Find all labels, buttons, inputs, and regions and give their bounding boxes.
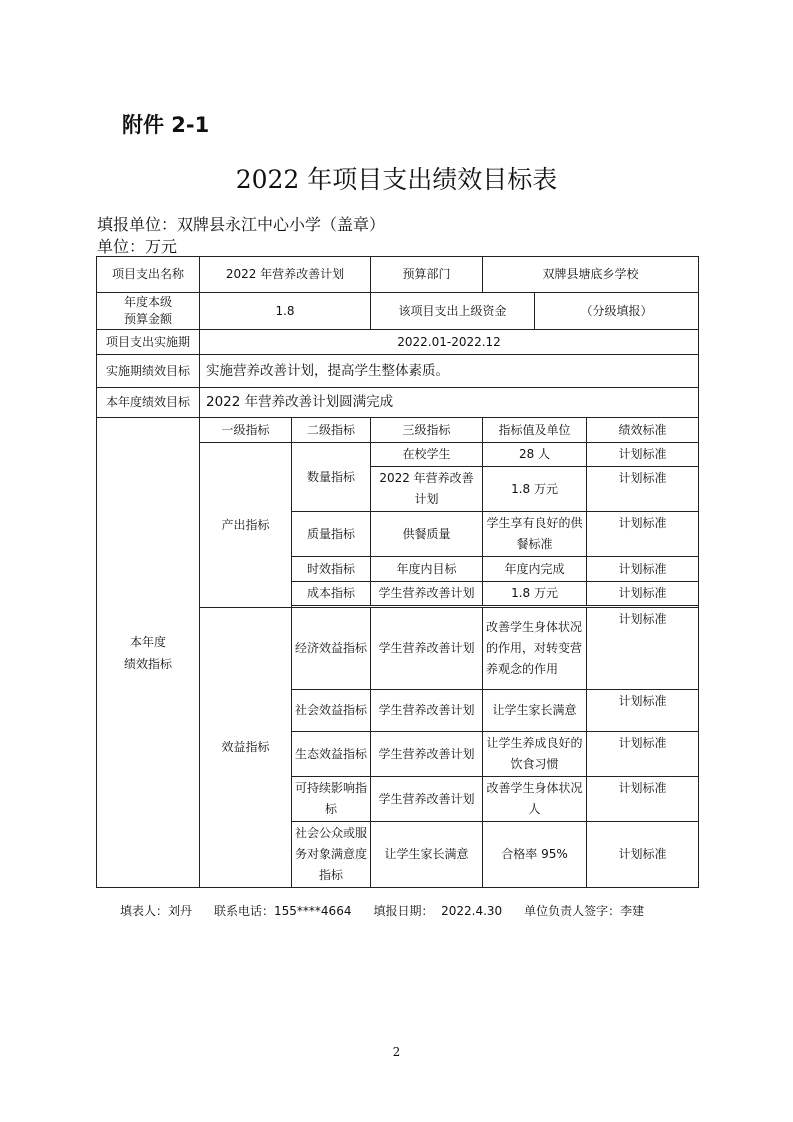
table-row <box>97 330 699 355</box>
cell: 计划标准 <box>587 608 699 690</box>
fill-date: 填报日期： 2022.4.30 <box>373 904 503 918</box>
signature: 单位负责人签字：李建 <box>524 904 645 918</box>
cell: 学生营养改善计划 <box>371 690 483 732</box>
filler: 填表人：刘丹 <box>120 904 193 918</box>
cell: 年度内完成 <box>483 557 587 582</box>
cell: 让学生养成良好的饮食习惯 <box>483 732 587 777</box>
cell: 年度本级 预算金额 <box>97 293 200 330</box>
footer <box>120 902 666 919</box>
cell: 2022 年营养改善计划 <box>371 467 483 512</box>
cell: 计划标准 <box>587 512 699 557</box>
cell: 生态效益指标 <box>292 732 371 777</box>
cell: 经济效益指标 <box>292 608 371 690</box>
attachment-label: 附件 2-1 <box>122 113 210 137</box>
cell: 合格率 95% <box>483 822 587 888</box>
header-cell: 一级指标 <box>200 418 292 443</box>
output-indicator-label: 产出指标 <box>200 443 292 608</box>
table-row <box>97 257 699 293</box>
cell: 改善学生身体状况的作用，对转变营养观念的作用 <box>483 608 587 690</box>
header-cell: 绩效标准 <box>587 418 699 443</box>
cell: 让学生家长满意 <box>371 822 483 888</box>
page-title: 2022 年项目支出绩效目标表 <box>235 165 558 194</box>
cell: 计划标准 <box>587 582 699 606</box>
phone: 联系电话：155****4664 <box>214 904 352 918</box>
table-row <box>97 418 699 443</box>
header-cell: 指标值及单位 <box>483 418 587 443</box>
cell: 该项目支出上级资金 <box>371 293 535 330</box>
cell: 让学生家长满意 <box>483 690 587 732</box>
cell: 社会公众或服务对象满意度指标 <box>292 822 371 888</box>
cell: 计划标准 <box>587 690 699 732</box>
header-cell: 三级指标 <box>371 418 483 443</box>
cell: 学生营养改善计划 <box>371 732 483 777</box>
cell: 本年度绩效目标 <box>97 388 200 418</box>
table-row <box>97 355 699 388</box>
cell: 28 人 <box>483 443 587 467</box>
cell: 数量指标 <box>292 443 371 512</box>
cell: 供餐质量 <box>371 512 483 557</box>
cell: 2022 年营养改善计划圆满完成 <box>200 388 699 418</box>
cell: 质量指标 <box>292 512 371 557</box>
cell: 学生营养改善计划 <box>371 582 483 606</box>
cell: 社会效益指标 <box>292 690 371 732</box>
cell: 改善学生身体状况人 <box>483 777 587 822</box>
cell: 1.8 万元 <box>483 467 587 512</box>
cell: 双牌县塘底乡学校 <box>483 257 699 293</box>
money-unit: 单位：万元 <box>97 237 178 256</box>
cell: 年度内目标 <box>371 557 483 582</box>
cell: 计划标准 <box>587 822 699 888</box>
header-cell: 二级指标 <box>292 418 371 443</box>
cell: 1.8 万元 <box>483 582 587 606</box>
cell: 成本指标 <box>292 582 371 606</box>
cell: 时效指标 <box>292 557 371 582</box>
cell: 项目支出名称 <box>97 257 200 293</box>
cell: （分级填报） <box>535 293 699 330</box>
cell: 2022.01-2022.12 <box>200 330 699 355</box>
cell: 在校学生 <box>371 443 483 467</box>
cell: 可持续影响指标 <box>292 777 371 822</box>
performance-table <box>96 256 699 888</box>
cell: 计划标准 <box>587 777 699 822</box>
table-row <box>97 388 699 418</box>
benefit-indicator-label: 效益指标 <box>200 608 292 888</box>
cell: 项目支出实施期 <box>97 330 200 355</box>
cell: 计划标准 <box>587 557 699 582</box>
cell: 2022 年营养改善计划 <box>200 257 371 293</box>
cell: 计划标准 <box>587 467 699 512</box>
cell: 实施营养改善计划，提高学生整体素质。 <box>200 355 699 388</box>
cell: 学生享有良好的供餐标准 <box>483 512 587 557</box>
cell: 计划标准 <box>587 732 699 777</box>
cell: 学生营养改善计划 <box>371 777 483 822</box>
cell: 实施期绩效目标 <box>97 355 200 388</box>
cell: 计划标准 <box>587 443 699 467</box>
indicator-section-label: 本年度 绩效指标 <box>97 418 200 888</box>
cell: 预算部门 <box>371 257 483 293</box>
cell: 学生营养改善计划 <box>371 608 483 690</box>
page-number: 2 <box>392 1045 401 1059</box>
fill-unit: 填报单位：双牌县永江中心小学（盖章） <box>97 215 386 234</box>
table-row <box>97 293 699 330</box>
cell: 1.8 <box>200 293 371 330</box>
